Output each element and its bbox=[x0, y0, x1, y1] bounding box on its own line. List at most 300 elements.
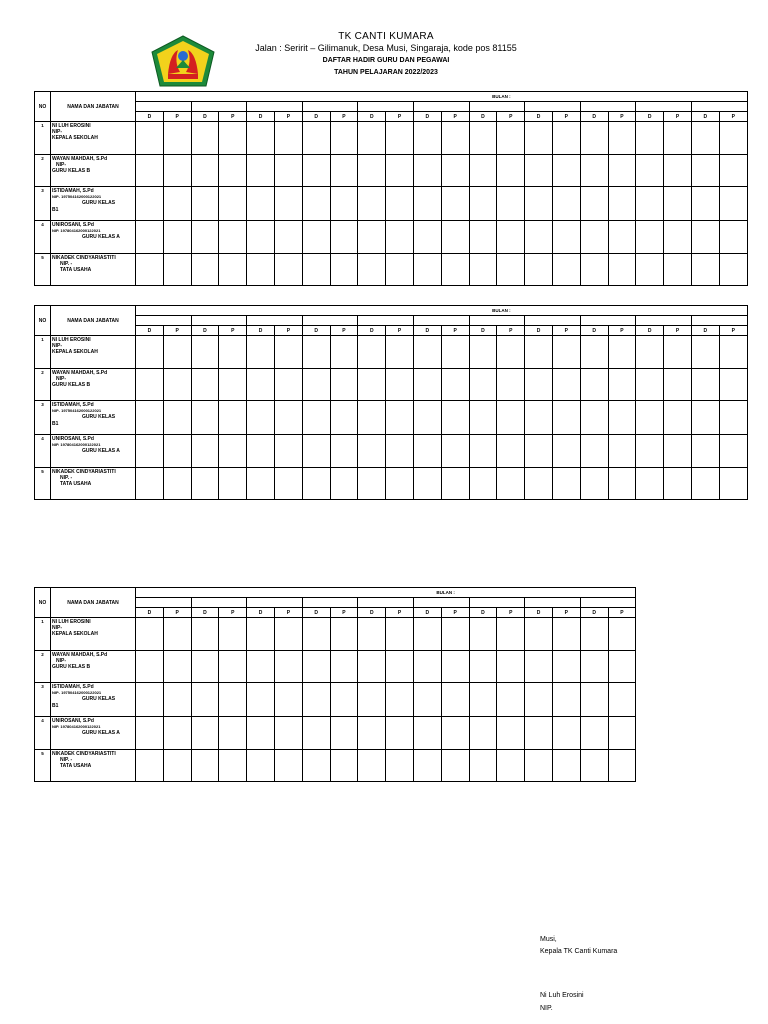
attendance-datang-cell[interactable] bbox=[636, 435, 664, 468]
attendance-pulang-cell[interactable] bbox=[274, 717, 302, 750]
attendance-datang-cell[interactable] bbox=[302, 254, 330, 286]
attendance-pulang-cell[interactable] bbox=[441, 155, 469, 187]
attendance-pulang-cell[interactable] bbox=[219, 155, 247, 187]
attendance-pulang-cell[interactable] bbox=[441, 435, 469, 468]
attendance-pulang-cell[interactable] bbox=[386, 618, 414, 651]
attendance-datang-cell[interactable] bbox=[469, 221, 497, 254]
attendance-pulang-cell[interactable] bbox=[163, 336, 191, 369]
attendance-datang-cell[interactable] bbox=[525, 369, 553, 401]
attendance-datang-cell[interactable] bbox=[247, 468, 275, 500]
attendance-pulang-cell[interactable] bbox=[552, 750, 580, 782]
attendance-pulang-cell[interactable] bbox=[497, 122, 525, 155]
attendance-pulang-cell[interactable] bbox=[497, 336, 525, 369]
attendance-pulang-cell[interactable] bbox=[163, 369, 191, 401]
attendance-datang-cell[interactable] bbox=[580, 683, 608, 717]
attendance-datang-cell[interactable] bbox=[136, 468, 164, 500]
attendance-datang-cell[interactable] bbox=[413, 618, 441, 651]
attendance-datang-cell[interactable] bbox=[136, 435, 164, 468]
attendance-pulang-cell[interactable] bbox=[719, 187, 747, 221]
attendance-datang-cell[interactable] bbox=[525, 651, 553, 683]
attendance-pulang-cell[interactable] bbox=[552, 683, 580, 717]
attendance-pulang-cell[interactable] bbox=[719, 221, 747, 254]
attendance-datang-cell[interactable] bbox=[247, 401, 275, 435]
attendance-datang-cell[interactable] bbox=[247, 336, 275, 369]
attendance-datang-cell[interactable] bbox=[191, 683, 219, 717]
attendance-datang-cell[interactable] bbox=[191, 254, 219, 286]
attendance-datang-cell[interactable] bbox=[302, 155, 330, 187]
attendance-pulang-cell[interactable] bbox=[386, 187, 414, 221]
attendance-pulang-cell[interactable] bbox=[608, 369, 636, 401]
attendance-pulang-cell[interactable] bbox=[219, 468, 247, 500]
attendance-pulang-cell[interactable] bbox=[274, 221, 302, 254]
attendance-datang-cell[interactable] bbox=[136, 187, 164, 221]
attendance-datang-cell[interactable] bbox=[302, 683, 330, 717]
attendance-datang-cell[interactable] bbox=[136, 683, 164, 717]
attendance-pulang-cell[interactable] bbox=[441, 401, 469, 435]
attendance-datang-cell[interactable] bbox=[247, 717, 275, 750]
attendance-pulang-cell[interactable] bbox=[386, 221, 414, 254]
attendance-datang-cell[interactable] bbox=[358, 717, 386, 750]
attendance-datang-cell[interactable] bbox=[469, 369, 497, 401]
attendance-datang-cell[interactable] bbox=[302, 369, 330, 401]
attendance-pulang-cell[interactable] bbox=[219, 717, 247, 750]
attendance-pulang-cell[interactable] bbox=[219, 435, 247, 468]
attendance-pulang-cell[interactable] bbox=[330, 435, 358, 468]
attendance-pulang-cell[interactable] bbox=[552, 187, 580, 221]
attendance-pulang-cell[interactable] bbox=[386, 401, 414, 435]
attendance-pulang-cell[interactable] bbox=[163, 254, 191, 286]
attendance-pulang-cell[interactable] bbox=[386, 254, 414, 286]
attendance-datang-cell[interactable] bbox=[691, 221, 719, 254]
attendance-pulang-cell[interactable] bbox=[664, 155, 692, 187]
attendance-datang-cell[interactable] bbox=[302, 401, 330, 435]
attendance-pulang-cell[interactable] bbox=[664, 221, 692, 254]
attendance-datang-cell[interactable] bbox=[191, 336, 219, 369]
attendance-datang-cell[interactable] bbox=[358, 683, 386, 717]
attendance-pulang-cell[interactable] bbox=[163, 187, 191, 221]
attendance-pulang-cell[interactable] bbox=[664, 401, 692, 435]
attendance-datang-cell[interactable] bbox=[525, 254, 553, 286]
attendance-pulang-cell[interactable] bbox=[274, 369, 302, 401]
attendance-datang-cell[interactable] bbox=[636, 187, 664, 221]
attendance-datang-cell[interactable] bbox=[136, 369, 164, 401]
attendance-datang-cell[interactable] bbox=[469, 254, 497, 286]
attendance-pulang-cell[interactable] bbox=[552, 401, 580, 435]
attendance-pulang-cell[interactable] bbox=[497, 750, 525, 782]
attendance-datang-cell[interactable] bbox=[413, 435, 441, 468]
attendance-datang-cell[interactable] bbox=[191, 468, 219, 500]
attendance-pulang-cell[interactable] bbox=[330, 651, 358, 683]
attendance-datang-cell[interactable] bbox=[191, 750, 219, 782]
attendance-pulang-cell[interactable] bbox=[386, 435, 414, 468]
attendance-datang-cell[interactable] bbox=[580, 254, 608, 286]
attendance-datang-cell[interactable] bbox=[691, 187, 719, 221]
attendance-datang-cell[interactable] bbox=[691, 122, 719, 155]
attendance-pulang-cell[interactable] bbox=[386, 122, 414, 155]
attendance-datang-cell[interactable] bbox=[191, 187, 219, 221]
attendance-pulang-cell[interactable] bbox=[552, 651, 580, 683]
attendance-datang-cell[interactable] bbox=[525, 336, 553, 369]
attendance-datang-cell[interactable] bbox=[580, 336, 608, 369]
attendance-datang-cell[interactable] bbox=[580, 122, 608, 155]
attendance-pulang-cell[interactable] bbox=[552, 221, 580, 254]
attendance-pulang-cell[interactable] bbox=[497, 468, 525, 500]
attendance-pulang-cell[interactable] bbox=[386, 155, 414, 187]
attendance-pulang-cell[interactable] bbox=[163, 468, 191, 500]
attendance-pulang-cell[interactable] bbox=[719, 401, 747, 435]
attendance-pulang-cell[interactable] bbox=[163, 683, 191, 717]
attendance-datang-cell[interactable] bbox=[580, 651, 608, 683]
attendance-datang-cell[interactable] bbox=[691, 254, 719, 286]
attendance-datang-cell[interactable] bbox=[302, 435, 330, 468]
attendance-pulang-cell[interactable] bbox=[608, 155, 636, 187]
attendance-datang-cell[interactable] bbox=[136, 750, 164, 782]
attendance-datang-cell[interactable] bbox=[413, 401, 441, 435]
attendance-pulang-cell[interactable] bbox=[330, 155, 358, 187]
attendance-pulang-cell[interactable] bbox=[163, 221, 191, 254]
attendance-pulang-cell[interactable] bbox=[552, 717, 580, 750]
attendance-pulang-cell[interactable] bbox=[163, 155, 191, 187]
attendance-datang-cell[interactable] bbox=[469, 683, 497, 717]
attendance-datang-cell[interactable] bbox=[580, 369, 608, 401]
attendance-datang-cell[interactable] bbox=[413, 717, 441, 750]
attendance-pulang-cell[interactable] bbox=[219, 651, 247, 683]
attendance-datang-cell[interactable] bbox=[413, 651, 441, 683]
attendance-datang-cell[interactable] bbox=[358, 750, 386, 782]
attendance-datang-cell[interactable] bbox=[636, 221, 664, 254]
attendance-pulang-cell[interactable] bbox=[219, 401, 247, 435]
attendance-datang-cell[interactable] bbox=[413, 221, 441, 254]
attendance-pulang-cell[interactable] bbox=[441, 187, 469, 221]
attendance-pulang-cell[interactable] bbox=[497, 221, 525, 254]
attendance-pulang-cell[interactable] bbox=[608, 221, 636, 254]
attendance-datang-cell[interactable] bbox=[580, 618, 608, 651]
attendance-pulang-cell[interactable] bbox=[664, 187, 692, 221]
attendance-pulang-cell[interactable] bbox=[386, 651, 414, 683]
attendance-datang-cell[interactable] bbox=[413, 750, 441, 782]
attendance-datang-cell[interactable] bbox=[580, 435, 608, 468]
attendance-pulang-cell[interactable] bbox=[497, 187, 525, 221]
attendance-pulang-cell[interactable] bbox=[497, 155, 525, 187]
attendance-pulang-cell[interactable] bbox=[664, 254, 692, 286]
attendance-datang-cell[interactable] bbox=[413, 187, 441, 221]
attendance-datang-cell[interactable] bbox=[358, 187, 386, 221]
attendance-datang-cell[interactable] bbox=[469, 651, 497, 683]
attendance-datang-cell[interactable] bbox=[247, 750, 275, 782]
attendance-pulang-cell[interactable] bbox=[163, 750, 191, 782]
attendance-datang-cell[interactable] bbox=[580, 468, 608, 500]
attendance-datang-cell[interactable] bbox=[191, 651, 219, 683]
attendance-pulang-cell[interactable] bbox=[330, 717, 358, 750]
attendance-pulang-cell[interactable] bbox=[274, 254, 302, 286]
attendance-pulang-cell[interactable] bbox=[719, 369, 747, 401]
attendance-pulang-cell[interactable] bbox=[608, 683, 636, 717]
attendance-pulang-cell[interactable] bbox=[219, 187, 247, 221]
attendance-datang-cell[interactable] bbox=[469, 468, 497, 500]
attendance-datang-cell[interactable] bbox=[136, 221, 164, 254]
attendance-datang-cell[interactable] bbox=[191, 401, 219, 435]
attendance-datang-cell[interactable] bbox=[191, 221, 219, 254]
attendance-pulang-cell[interactable] bbox=[608, 336, 636, 369]
attendance-pulang-cell[interactable] bbox=[330, 122, 358, 155]
attendance-pulang-cell[interactable] bbox=[552, 122, 580, 155]
attendance-pulang-cell[interactable] bbox=[552, 618, 580, 651]
attendance-datang-cell[interactable] bbox=[136, 618, 164, 651]
attendance-pulang-cell[interactable] bbox=[664, 369, 692, 401]
attendance-datang-cell[interactable] bbox=[636, 155, 664, 187]
attendance-datang-cell[interactable] bbox=[636, 468, 664, 500]
attendance-datang-cell[interactable] bbox=[691, 155, 719, 187]
attendance-pulang-cell[interactable] bbox=[497, 369, 525, 401]
attendance-pulang-cell[interactable] bbox=[608, 618, 636, 651]
attendance-datang-cell[interactable] bbox=[469, 435, 497, 468]
attendance-pulang-cell[interactable] bbox=[274, 401, 302, 435]
attendance-datang-cell[interactable] bbox=[525, 155, 553, 187]
attendance-datang-cell[interactable] bbox=[136, 122, 164, 155]
attendance-pulang-cell[interactable] bbox=[330, 221, 358, 254]
attendance-pulang-cell[interactable] bbox=[608, 435, 636, 468]
attendance-datang-cell[interactable] bbox=[191, 435, 219, 468]
attendance-pulang-cell[interactable] bbox=[608, 717, 636, 750]
attendance-pulang-cell[interactable] bbox=[664, 468, 692, 500]
attendance-datang-cell[interactable] bbox=[358, 618, 386, 651]
attendance-pulang-cell[interactable] bbox=[552, 468, 580, 500]
attendance-pulang-cell[interactable] bbox=[608, 468, 636, 500]
attendance-pulang-cell[interactable] bbox=[441, 369, 469, 401]
attendance-pulang-cell[interactable] bbox=[441, 618, 469, 651]
attendance-pulang-cell[interactable] bbox=[330, 750, 358, 782]
attendance-datang-cell[interactable] bbox=[247, 254, 275, 286]
attendance-pulang-cell[interactable] bbox=[163, 717, 191, 750]
attendance-datang-cell[interactable] bbox=[413, 155, 441, 187]
attendance-pulang-cell[interactable] bbox=[441, 122, 469, 155]
attendance-pulang-cell[interactable] bbox=[664, 336, 692, 369]
attendance-datang-cell[interactable] bbox=[691, 369, 719, 401]
attendance-pulang-cell[interactable] bbox=[497, 717, 525, 750]
attendance-pulang-cell[interactable] bbox=[219, 336, 247, 369]
attendance-pulang-cell[interactable] bbox=[274, 435, 302, 468]
attendance-datang-cell[interactable] bbox=[191, 717, 219, 750]
attendance-pulang-cell[interactable] bbox=[219, 683, 247, 717]
attendance-datang-cell[interactable] bbox=[525, 435, 553, 468]
attendance-datang-cell[interactable] bbox=[636, 254, 664, 286]
attendance-datang-cell[interactable] bbox=[136, 155, 164, 187]
attendance-datang-cell[interactable] bbox=[413, 369, 441, 401]
attendance-pulang-cell[interactable] bbox=[163, 618, 191, 651]
attendance-pulang-cell[interactable] bbox=[497, 618, 525, 651]
attendance-datang-cell[interactable] bbox=[525, 187, 553, 221]
attendance-pulang-cell[interactable] bbox=[497, 435, 525, 468]
attendance-pulang-cell[interactable] bbox=[330, 187, 358, 221]
attendance-pulang-cell[interactable] bbox=[719, 435, 747, 468]
attendance-datang-cell[interactable] bbox=[358, 122, 386, 155]
attendance-datang-cell[interactable] bbox=[691, 435, 719, 468]
attendance-pulang-cell[interactable] bbox=[386, 468, 414, 500]
attendance-datang-cell[interactable] bbox=[525, 717, 553, 750]
attendance-datang-cell[interactable] bbox=[525, 750, 553, 782]
attendance-pulang-cell[interactable] bbox=[219, 122, 247, 155]
attendance-datang-cell[interactable] bbox=[302, 122, 330, 155]
attendance-datang-cell[interactable] bbox=[302, 750, 330, 782]
attendance-datang-cell[interactable] bbox=[358, 336, 386, 369]
attendance-datang-cell[interactable] bbox=[302, 468, 330, 500]
attendance-datang-cell[interactable] bbox=[580, 155, 608, 187]
attendance-datang-cell[interactable] bbox=[691, 336, 719, 369]
attendance-datang-cell[interactable] bbox=[191, 155, 219, 187]
attendance-pulang-cell[interactable] bbox=[386, 369, 414, 401]
attendance-pulang-cell[interactable] bbox=[664, 122, 692, 155]
attendance-pulang-cell[interactable] bbox=[719, 336, 747, 369]
attendance-pulang-cell[interactable] bbox=[163, 401, 191, 435]
attendance-pulang-cell[interactable] bbox=[441, 468, 469, 500]
attendance-datang-cell[interactable] bbox=[636, 122, 664, 155]
attendance-pulang-cell[interactable] bbox=[386, 750, 414, 782]
attendance-datang-cell[interactable] bbox=[413, 336, 441, 369]
attendance-pulang-cell[interactable] bbox=[719, 122, 747, 155]
attendance-datang-cell[interactable] bbox=[247, 683, 275, 717]
attendance-datang-cell[interactable] bbox=[525, 683, 553, 717]
attendance-pulang-cell[interactable] bbox=[274, 750, 302, 782]
attendance-datang-cell[interactable] bbox=[191, 618, 219, 651]
attendance-pulang-cell[interactable] bbox=[219, 750, 247, 782]
attendance-datang-cell[interactable] bbox=[413, 468, 441, 500]
attendance-datang-cell[interactable] bbox=[580, 750, 608, 782]
attendance-pulang-cell[interactable] bbox=[330, 401, 358, 435]
attendance-pulang-cell[interactable] bbox=[608, 254, 636, 286]
attendance-datang-cell[interactable] bbox=[636, 401, 664, 435]
attendance-pulang-cell[interactable] bbox=[497, 683, 525, 717]
attendance-pulang-cell[interactable] bbox=[497, 254, 525, 286]
attendance-datang-cell[interactable] bbox=[358, 254, 386, 286]
attendance-datang-cell[interactable] bbox=[469, 187, 497, 221]
attendance-datang-cell[interactable] bbox=[302, 717, 330, 750]
attendance-pulang-cell[interactable] bbox=[330, 369, 358, 401]
attendance-pulang-cell[interactable] bbox=[552, 369, 580, 401]
attendance-pulang-cell[interactable] bbox=[330, 618, 358, 651]
attendance-datang-cell[interactable] bbox=[469, 155, 497, 187]
attendance-datang-cell[interactable] bbox=[525, 468, 553, 500]
attendance-datang-cell[interactable] bbox=[525, 401, 553, 435]
attendance-datang-cell[interactable] bbox=[247, 122, 275, 155]
attendance-datang-cell[interactable] bbox=[358, 369, 386, 401]
attendance-datang-cell[interactable] bbox=[580, 187, 608, 221]
attendance-datang-cell[interactable] bbox=[469, 122, 497, 155]
attendance-pulang-cell[interactable] bbox=[608, 750, 636, 782]
attendance-datang-cell[interactable] bbox=[691, 401, 719, 435]
attendance-datang-cell[interactable] bbox=[469, 717, 497, 750]
attendance-pulang-cell[interactable] bbox=[497, 401, 525, 435]
attendance-datang-cell[interactable] bbox=[525, 618, 553, 651]
attendance-pulang-cell[interactable] bbox=[386, 683, 414, 717]
attendance-datang-cell[interactable] bbox=[469, 336, 497, 369]
attendance-datang-cell[interactable] bbox=[580, 717, 608, 750]
attendance-pulang-cell[interactable] bbox=[552, 155, 580, 187]
attendance-pulang-cell[interactable] bbox=[441, 254, 469, 286]
attendance-datang-cell[interactable] bbox=[358, 468, 386, 500]
attendance-datang-cell[interactable] bbox=[136, 254, 164, 286]
attendance-pulang-cell[interactable] bbox=[552, 435, 580, 468]
attendance-pulang-cell[interactable] bbox=[274, 336, 302, 369]
attendance-pulang-cell[interactable] bbox=[163, 122, 191, 155]
attendance-datang-cell[interactable] bbox=[358, 221, 386, 254]
attendance-datang-cell[interactable] bbox=[247, 618, 275, 651]
attendance-pulang-cell[interactable] bbox=[219, 369, 247, 401]
attendance-datang-cell[interactable] bbox=[247, 435, 275, 468]
attendance-datang-cell[interactable] bbox=[413, 254, 441, 286]
attendance-pulang-cell[interactable] bbox=[274, 468, 302, 500]
attendance-pulang-cell[interactable] bbox=[274, 683, 302, 717]
attendance-pulang-cell[interactable] bbox=[330, 336, 358, 369]
attendance-pulang-cell[interactable] bbox=[274, 618, 302, 651]
attendance-datang-cell[interactable] bbox=[136, 336, 164, 369]
attendance-pulang-cell[interactable] bbox=[219, 221, 247, 254]
attendance-pulang-cell[interactable] bbox=[441, 221, 469, 254]
attendance-pulang-cell[interactable] bbox=[330, 254, 358, 286]
attendance-datang-cell[interactable] bbox=[136, 651, 164, 683]
attendance-pulang-cell[interactable] bbox=[274, 651, 302, 683]
attendance-pulang-cell[interactable] bbox=[497, 651, 525, 683]
attendance-datang-cell[interactable] bbox=[525, 122, 553, 155]
attendance-datang-cell[interactable] bbox=[302, 187, 330, 221]
attendance-pulang-cell[interactable] bbox=[441, 750, 469, 782]
attendance-datang-cell[interactable] bbox=[413, 122, 441, 155]
attendance-pulang-cell[interactable] bbox=[608, 122, 636, 155]
attendance-datang-cell[interactable] bbox=[191, 369, 219, 401]
attendance-pulang-cell[interactable] bbox=[274, 122, 302, 155]
attendance-pulang-cell[interactable] bbox=[608, 187, 636, 221]
attendance-pulang-cell[interactable] bbox=[719, 254, 747, 286]
attendance-datang-cell[interactable] bbox=[302, 221, 330, 254]
attendance-datang-cell[interactable] bbox=[469, 750, 497, 782]
attendance-datang-cell[interactable] bbox=[247, 187, 275, 221]
attendance-datang-cell[interactable] bbox=[302, 651, 330, 683]
attendance-datang-cell[interactable] bbox=[247, 155, 275, 187]
attendance-datang-cell[interactable] bbox=[358, 435, 386, 468]
attendance-datang-cell[interactable] bbox=[358, 651, 386, 683]
attendance-datang-cell[interactable] bbox=[636, 369, 664, 401]
attendance-pulang-cell[interactable] bbox=[274, 155, 302, 187]
attendance-pulang-cell[interactable] bbox=[330, 683, 358, 717]
attendance-pulang-cell[interactable] bbox=[441, 651, 469, 683]
attendance-pulang-cell[interactable] bbox=[386, 336, 414, 369]
attendance-datang-cell[interactable] bbox=[691, 468, 719, 500]
attendance-datang-cell[interactable] bbox=[580, 401, 608, 435]
attendance-datang-cell[interactable] bbox=[469, 401, 497, 435]
attendance-datang-cell[interactable] bbox=[191, 122, 219, 155]
attendance-pulang-cell[interactable] bbox=[274, 187, 302, 221]
attendance-pulang-cell[interactable] bbox=[552, 254, 580, 286]
attendance-datang-cell[interactable] bbox=[136, 401, 164, 435]
attendance-pulang-cell[interactable] bbox=[219, 254, 247, 286]
attendance-pulang-cell[interactable] bbox=[441, 717, 469, 750]
attendance-pulang-cell[interactable] bbox=[219, 618, 247, 651]
attendance-datang-cell[interactable] bbox=[302, 336, 330, 369]
attendance-pulang-cell[interactable] bbox=[163, 435, 191, 468]
attendance-datang-cell[interactable] bbox=[358, 401, 386, 435]
attendance-pulang-cell[interactable] bbox=[608, 651, 636, 683]
attendance-datang-cell[interactable] bbox=[358, 155, 386, 187]
attendance-datang-cell[interactable] bbox=[413, 683, 441, 717]
attendance-pulang-cell[interactable] bbox=[330, 468, 358, 500]
attendance-datang-cell[interactable] bbox=[636, 336, 664, 369]
attendance-datang-cell[interactable] bbox=[247, 651, 275, 683]
attendance-datang-cell[interactable] bbox=[136, 717, 164, 750]
attendance-pulang-cell[interactable] bbox=[664, 435, 692, 468]
attendance-pulang-cell[interactable] bbox=[441, 336, 469, 369]
attendance-pulang-cell[interactable] bbox=[163, 651, 191, 683]
attendance-pulang-cell[interactable] bbox=[552, 336, 580, 369]
attendance-pulang-cell[interactable] bbox=[719, 468, 747, 500]
